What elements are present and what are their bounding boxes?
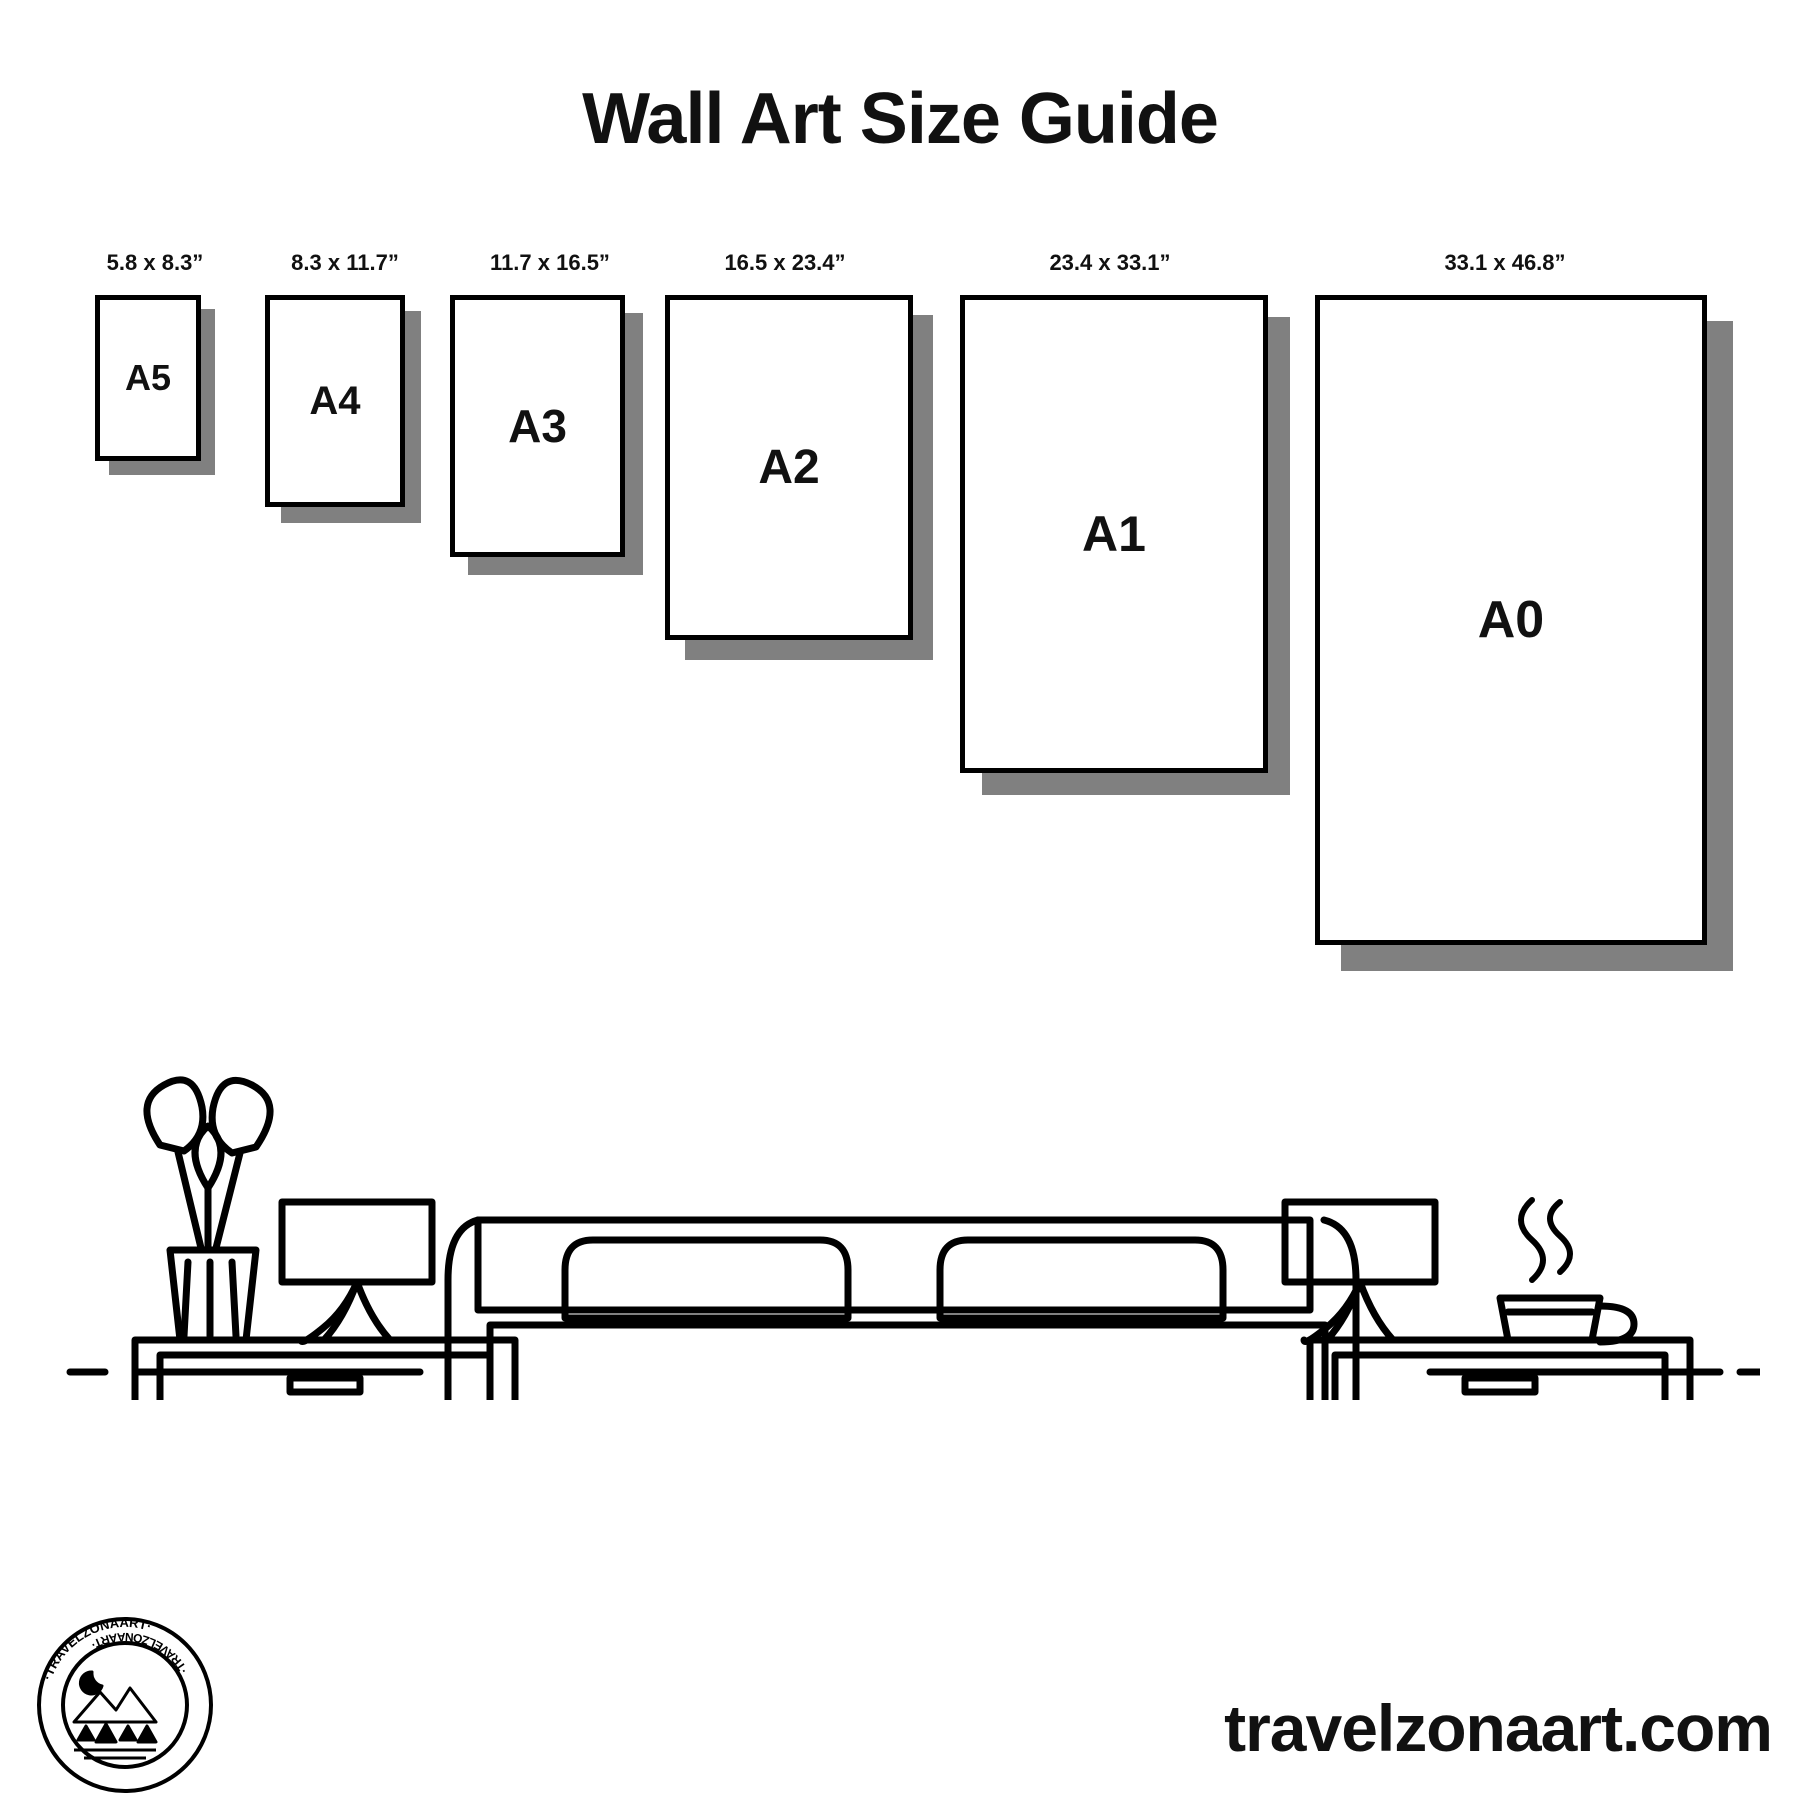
frame-box-a0[interactable] (1315, 295, 1707, 945)
frame-group-a5[interactable] (95, 250, 215, 475)
frame-box-a3[interactable] (450, 295, 625, 557)
coffee-cup (1500, 1200, 1634, 1342)
bed (428, 1220, 1376, 1400)
frame-dimension-a2: 16.5 x 23.4” (724, 250, 846, 275)
page-title: Wall Art Size Guide (582, 79, 1218, 159)
frame-box-a4[interactable] (265, 295, 405, 507)
frame-label-a2: A2 (758, 441, 820, 494)
frame-label-a3: A3 (508, 400, 567, 452)
frame-group-a3[interactable] (450, 250, 650, 575)
frame-dimension-a5: 5.8 x 8.3” (106, 250, 204, 275)
frame-box-a1[interactable] (960, 295, 1268, 773)
logo-outer-text: ·TRAVELZONAART· (39, 1614, 154, 1682)
frame-dimension-a3: 11.7 x 16.5” (490, 250, 610, 275)
website-url[interactable]: travelzonaart.com (1224, 1691, 1772, 1765)
frame-dimension-a0: 33.1 x 46.8” (1444, 250, 1566, 275)
lamp-base-right (1327, 1282, 1393, 1340)
cup-body (1500, 1298, 1600, 1340)
vase-detail-1 (184, 1262, 188, 1336)
lamp-base-left (324, 1282, 390, 1340)
frame-group-a1[interactable] (960, 250, 1280, 765)
pillow-right (940, 1240, 1223, 1318)
table-lamp-left (282, 1202, 432, 1342)
bedroom-scene-svg (60, 980, 1760, 1400)
logo-tree-4 (138, 1726, 156, 1742)
frame-dimension-a1: 23.4 x 33.1” (1049, 250, 1171, 275)
frame-label-a0: A0 (1477, 591, 1545, 649)
logo-inner-text: ·TRAVELZONAART· (88, 1629, 191, 1676)
logo-mountain-icon (74, 1672, 156, 1758)
logo-tree-3 (120, 1726, 136, 1740)
frame-group-a0[interactable] (1315, 250, 1715, 935)
frame-label-a1: A1 (1082, 506, 1146, 562)
nightstand-left-handle-1 (290, 1378, 360, 1392)
pillow-left (565, 1240, 848, 1318)
brand-logo[interactable] (30, 1610, 220, 1800)
leaf-center (195, 1126, 221, 1188)
frame-label-a4: A4 (309, 378, 361, 423)
nightstand-right-handle-1 (1465, 1378, 1535, 1392)
bedroom-scene (60, 980, 1760, 1400)
lamp-shade-left (282, 1202, 432, 1282)
logo-moon-icon (80, 1672, 102, 1694)
logo-tree-1 (78, 1726, 94, 1740)
vase-with-plant (147, 1080, 270, 1340)
bed-mattress (490, 1325, 1325, 1400)
vase-detail-3 (232, 1262, 236, 1336)
frame-label-a5: A5 (124, 357, 172, 398)
frame-dimension-a4: 8.3 x 11.7” (291, 250, 399, 275)
steam-1 (1521, 1200, 1543, 1280)
bed-headboard (478, 1220, 1310, 1310)
frame-box-a2[interactable] (665, 295, 913, 640)
steam-2 (1550, 1202, 1570, 1272)
brand-logo-svg (30, 1610, 220, 1800)
frame-box-a5[interactable] (95, 295, 201, 461)
logo-tree-2 (96, 1724, 116, 1742)
frame-group-a2[interactable] (665, 250, 925, 645)
frame-group-a4[interactable] (265, 250, 425, 525)
